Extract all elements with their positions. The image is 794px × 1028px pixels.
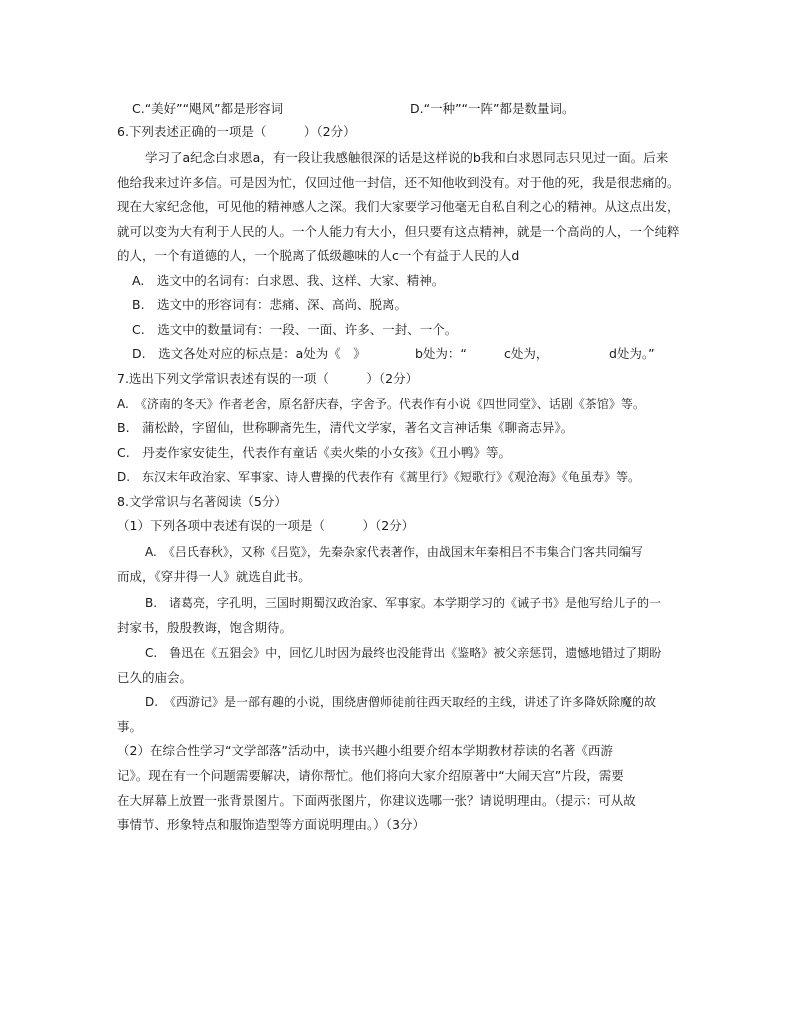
q8-sub2-line: （2）在综合性学习“文学部落”活动中，读书兴趣小组要介绍本学期教材荐读的名著《西游 (117, 743, 613, 758)
q6-passage-line: 学习了a纪念白求恩a，有一段让我感触很深的话是这样说的b我和白求恩同志只见过一面。后来 (145, 150, 669, 165)
q8-sub1-option-d: D. 《西游记》是一部有趣的小说，围绕唐僧师徒前往西天取经的主线，讲述了许多降妖除魔的故 (145, 695, 657, 709)
q6-option-b: B. 选文中的形容词有：悲痛、深、高尚、脱离。 (132, 297, 408, 312)
q6-stem: 6.下列表述正确的一项是（ ）（2分） (117, 124, 356, 139)
q6-option-d-c: c处为， (504, 346, 549, 361)
q8-sub1-option-b: B. 诸葛亮，字孔明，三国时期蜀汉政治家、军事家。本学期学习的《诫子书》是他写给儿子的一 (145, 596, 662, 610)
q7-stem: 7.选出下列文学常识表述有误的一项（ ）（2分） (117, 371, 419, 386)
q6-option-d: D. 选文各处对应的标点是：a处为《 》 (132, 346, 366, 361)
q6-option-d-d: d处为。” (609, 346, 655, 361)
q7-option-a: A. 《济南的冬天》作者老舍，原名舒庆春，字舍予。代表作有小说《四世同堂》、话剧《茶馆》等。 (117, 397, 645, 411)
q6-option-a: A. 选文中的名词有：白求恩、我、这样、大家、精神。 (132, 273, 445, 288)
q8-sub1-option-c-cont: 已久的庙会。 (117, 670, 193, 685)
q8-sub1-option-c: C. 鲁迅在《五猖会》中，回忆儿时因为最终也没能背出《鉴略》被父亲惩罚，遗憾地错过了期盼 (145, 646, 662, 660)
q8-sub2-line: 在大屏幕上放置一张背景图片。下面两张图片，你建议选哪一张？请说明理由。（提示：可从故 (117, 793, 636, 808)
q8-sub2-line: 记》。现在有一个问题需要解决，请你帮忙。他们将向大家介绍原著中“大闹天宫”片段，需要 (117, 768, 624, 783)
q6-option-c: C. 选文中的数量词有：一段、一面、许多、一封、一个。 (132, 322, 458, 337)
q6-passage-line: 他给我来过许多信。可是因为忙，仅回过他一封信，还不知他收到没有。对于他的死，我是很悲痛的。 (117, 175, 680, 190)
q7-option-b: B. 蒲松龄，字留仙，世称聊斋先生，清代文学家，著名文言神话集《聊斋志异》。 (117, 420, 574, 435)
q8-sub1-option-a: A. 《吕氏春秋》，又称《吕览》，先秦杂家代表著作，由战国末年秦相吕不韦集合门客共同编写 (145, 545, 643, 559)
q8-sub1-option-b-cont: 封家书，殷殷教诲，饱含期待。 (117, 620, 293, 635)
q6-passage-line: 现在大家纪念他，可见他的精神感人之深。我们大家要学习他毫无自私自利之心的精神。从这点出发， (117, 199, 680, 214)
q6-passage-line: 就可以变为大有利于人民的人。一个人能力有大小，但只要有这点精神，就是一个高尚的人，一个纯粹 (117, 224, 680, 239)
q8-sub1-option-d-cont: 事。 (117, 719, 143, 734)
q7-option-c: C. 丹麦作家安徒生，代表作有童话《卖火柴的小女孩》《丑小鸭》等。 (117, 445, 511, 460)
q6-passage-line: 的人，一个有道德的人，一个脱离了低级趣味的人c一个有益于人民的人d (117, 248, 520, 263)
q8-sub1-stem: （1）下列各项中表述有误的一项是（ ）（2分） (117, 518, 415, 533)
q5-option-c: C.“美好”“飓风”都是形容词 (132, 101, 284, 116)
q5-option-d: D.“一种”“一阵”都是数量词。 (410, 101, 575, 116)
q8-stem: 8.文学常识与名著阅读（5分） (117, 494, 287, 509)
q8-sub2-line: 事情节、形象特点和服饰造型等方面说明理由。）（3分） (117, 817, 425, 832)
q7-option-d: D. 东汉末年政治家、军事家、诗人曹操的代表作有《蒿里行》《短歌行》《观沧海》《龟虽寿》等。 (117, 470, 641, 484)
q6-option-d-b: b处为：“ (415, 346, 467, 361)
q8-sub1-option-a-cont: 而成，《穿井得一人》就选自此书。 (117, 569, 311, 584)
